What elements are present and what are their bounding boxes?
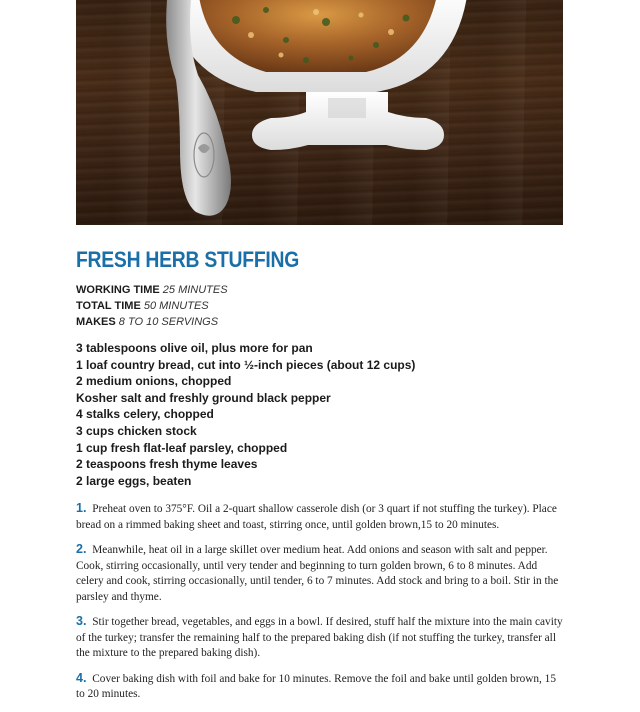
step-number: 4. [76,670,87,685]
step-number: 2. [76,542,87,557]
ingredient-item: 2 teaspoons fresh thyme leaves [76,457,258,472]
stuffing-photo [76,0,563,225]
working-time-row [76,282,563,298]
servings-row [76,314,563,330]
ingredient-item: Kosher salt and freshly ground black pepper [76,390,331,405]
recipe-page [76,0,563,712]
ingredient-item: 3 cups chicken stock [76,423,197,438]
step-number: 1. [76,501,87,516]
ingredient-item: 2 medium onions, chopped [76,374,232,389]
step-number: 3. [76,614,87,629]
ingredients-list [76,340,563,489]
instructions-list [76,501,563,703]
step-text: Meanwhile, heat oil in a large skillet over medium heat. Add onions and season with salt and pepper. Cook, stirring occasionally, until very tender and beginning to turn golden brown, 6 to 8 minutes. Add celery and cook, stirring occasionally, until tender, 6 to 7 minutes. Add stock and bring to a boil. Stir in the parsley and thyme. [76,544,559,603]
ingredient-item: 4 stalks celery, chopped [76,407,214,422]
photo-illustration [76,0,563,225]
working-time-label: WORKING TIME [76,284,160,296]
step-item [76,542,563,605]
step-item [76,614,563,662]
servings-label: MAKES [76,316,116,328]
step-item [76,671,563,703]
step-text: Cover baking dish with foil and bake for 10 minutes. Remove the foil and bake until golden brown, 15 to 20 minutes. [76,672,556,701]
step-text: Preheat oven to 375°F. Oil a 2-quart shallow casserole dish (or 3 quart if not stuffing the turkey). Place bread on a rimmed baking sheet and toast, stirring once, until golden brown,15 to 20 minutes. [76,503,557,531]
step-text: Stir together bread, vegetables, and eggs in a bowl. If desired, stuff half the mixture into the main cavity of the turkey; transfer the remaining half to the prepared baking dish (if not stuffing the turkey, transfer all the mixture to the prepared baking dish). [76,616,563,660]
total-time-label: TOTAL TIME [76,300,141,312]
servings-value: 8 TO 10 SERVINGS [118,316,219,328]
total-time-row [76,298,563,314]
ingredient-item: 1 loaf country bread, cut into ½-inch pieces (about 12 cups) [76,357,416,372]
recipe-meta [76,282,563,330]
recipe-title: FRESH HERB STUFFING [76,247,300,272]
working-time-value: 25 MINUTES [162,284,228,296]
ingredient-item: 1 cup fresh flat-leaf parsley, chopped [76,440,288,455]
ingredient-item: 3 tablespoons olive oil, plus more for pan [76,341,313,355]
step-item [76,501,563,533]
ingredient-item: 2 large eggs, beaten [76,473,192,488]
total-time-value: 50 MINUTES [143,300,209,312]
